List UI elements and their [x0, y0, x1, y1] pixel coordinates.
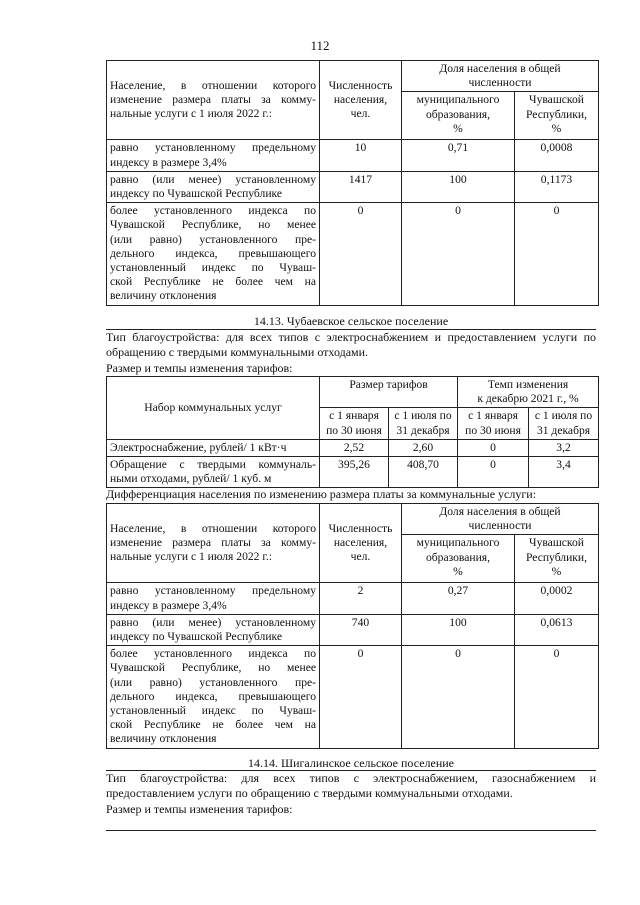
text-line: муниципального	[416, 536, 500, 550]
header-population	[107, 61, 320, 140]
text-line: ской Республике не более чем на	[110, 718, 316, 732]
text-line: с 1 января	[468, 409, 518, 423]
text-line: величину отклонения	[110, 289, 217, 303]
improvement-type-1414: Тип благоустройства: для всех типов с электроснабжением, газоснабжением и предоставлением услуги по обращению с твердыми коммунальными отходами.	[106, 771, 596, 800]
header-rate-jul	[529, 408, 599, 439]
population-count: 740	[320, 614, 402, 645]
population-count: 0	[320, 203, 402, 305]
header-republic	[515, 535, 599, 583]
text-line: установленный индекс по Чуваш-	[110, 704, 316, 718]
population-count: 1417	[320, 171, 402, 202]
header-republic	[515, 92, 599, 140]
divider	[106, 830, 596, 831]
tariff-table	[106, 376, 599, 488]
municipal-share: 100	[402, 171, 515, 202]
text-line: изменение размера платы за комму-	[110, 536, 316, 550]
republic-share: 0	[515, 646, 599, 748]
text-line: равно установленному предельному	[110, 584, 316, 598]
text-line: по 30 июня	[465, 423, 521, 437]
text-line: (или равно) установленного пре-	[110, 232, 316, 246]
tariff-rate-jan: 0	[458, 439, 529, 456]
table-row	[107, 457, 599, 488]
text-line: Электроснабжение, рублей/ 1 кВт·ч	[110, 440, 287, 454]
text-line: населения,	[333, 536, 388, 550]
table-row	[107, 583, 599, 614]
text-line: индексу в размере 3,4%	[110, 155, 227, 169]
text-line: %	[453, 121, 463, 135]
header-count	[320, 61, 402, 140]
text-line: Чувашской Республике, но менее	[110, 218, 316, 232]
republic-share: 0,0002	[515, 583, 599, 614]
population-label	[107, 203, 320, 305]
text-line: Численность	[328, 521, 393, 535]
table-row	[107, 646, 599, 748]
text-line: равно (или менее) установленному	[110, 172, 316, 186]
text-line: Обращение с твердыми коммуналь-	[110, 458, 316, 472]
differentiation-heading: Дифференциация населения по изменению размера платы за коммунальные услуги:	[106, 487, 537, 501]
municipal-share: 0,27	[402, 583, 515, 614]
text-line: Темп изменения	[487, 378, 569, 391]
table-row	[107, 203, 599, 305]
tariffs-heading-1414: Размер и темпы изменения тарифов:	[106, 802, 293, 816]
text-line: Чувашской Республике, но менее	[110, 661, 316, 675]
text-line: %	[453, 564, 463, 578]
table-row	[107, 171, 599, 202]
text-line: (или равно) установленного пре-	[110, 675, 316, 689]
tariff-size-jan: 2,52	[320, 439, 389, 456]
text-line: %	[551, 564, 562, 578]
header-share-group	[402, 61, 599, 92]
population-label	[107, 646, 320, 748]
tariff-size-jan: 395,26	[320, 457, 389, 488]
service-name	[107, 457, 320, 488]
population-label	[107, 171, 320, 202]
text-line: населения,	[333, 93, 388, 107]
text-line: Население, в отношении которого	[110, 78, 316, 92]
text-line: образования,	[425, 107, 491, 121]
text-line: Доля населения в общей	[439, 62, 561, 75]
municipal-share: 100	[402, 614, 515, 645]
text-line: Чувашской	[529, 536, 584, 550]
text-line: %	[551, 121, 562, 135]
population-label	[107, 140, 320, 171]
tariffs-heading-1413: Размер и темпы изменения тарифов:	[106, 361, 293, 375]
municipal-share: 0	[402, 646, 515, 748]
section-title-1413: 14.13. Чубаевское сельское поселение	[253, 314, 449, 328]
text-line: индексу в размере 3,4%	[110, 598, 227, 612]
municipal-share: 0,71	[402, 140, 515, 171]
text-line: более установленного индекса по	[110, 647, 316, 661]
text-line: индексу по Чувашской Республике	[110, 187, 283, 201]
header-tariff-size: Размер тарифов	[320, 377, 458, 408]
text-line: нальные услуги с 1 июля 2022 г.:	[110, 550, 272, 564]
improvement-type-1413: Тип благоустройства: для всех типов с электроснабжением и предоставлением услуги по обращению с твердыми коммунальными отходами.	[106, 330, 596, 359]
text-line: Чувашской	[529, 93, 584, 107]
tariff-rate-jan: 0	[458, 457, 529, 488]
text-line: с 1 июля по	[534, 409, 593, 423]
section-title-1414: 14.14. Шигалинское сельское поселение	[247, 756, 454, 770]
population-label	[107, 614, 320, 645]
population-label	[107, 583, 320, 614]
republic-share: 0,0613	[515, 614, 599, 645]
table-row	[107, 140, 599, 171]
text-line: численности	[468, 519, 532, 533]
header-share-group	[402, 504, 599, 535]
text-line: дельного индекса, превышающего	[110, 246, 316, 260]
text-line: 31 декабря	[396, 423, 450, 437]
text-line: по 30 июня	[326, 423, 382, 437]
republic-share: 0,1173	[515, 171, 599, 202]
text-line: 31 декабря	[536, 423, 591, 437]
text-line: равно установленному предельному	[110, 141, 316, 155]
population-count: 10	[320, 140, 402, 171]
text-line: изменение размера платы за комму-	[110, 93, 316, 107]
text-line: Республики,	[525, 107, 588, 121]
population-count: 2	[320, 583, 402, 614]
header-size-jul	[389, 408, 458, 439]
table-row	[107, 614, 599, 645]
text-line: с 1 января	[329, 409, 379, 423]
text-line: нальные услуги с 1 июля 2022 г.:	[110, 107, 272, 121]
text-line: величину отклонения	[110, 732, 217, 746]
header-services: Набор коммунальных услуг	[107, 377, 320, 440]
text-line: установленный индекс по Чуваш-	[110, 261, 316, 275]
header-municipal	[402, 535, 515, 583]
republic-share: 0	[515, 203, 599, 305]
service-name	[107, 439, 320, 456]
text-line: муниципального	[416, 93, 500, 107]
population-count: 0	[320, 646, 402, 748]
tariff-rate-jul: 3,4	[529, 457, 599, 488]
text-line: чел.	[350, 107, 371, 121]
text-line: дельного индекса, превышающего	[110, 689, 316, 703]
tariff-size-jul: 2,60	[389, 439, 458, 456]
header-count	[320, 504, 402, 583]
text-line: индексу по Чувашской Республике	[110, 630, 283, 644]
text-line: к декабрю 2021 г., %	[477, 392, 579, 406]
header-tariff-rate	[458, 377, 599, 408]
republic-share: 0,0008	[515, 140, 599, 171]
text-line: Доля населения в общей	[439, 505, 561, 518]
text-line: равно (или менее) установленному	[110, 615, 316, 629]
text-line: Численность	[328, 78, 393, 92]
header-size-jan	[320, 408, 389, 439]
table-row	[107, 439, 599, 456]
header-municipal	[402, 92, 515, 140]
text-line: Республики,	[525, 550, 588, 564]
text-line: с 1 июля по	[394, 409, 452, 423]
text-line: Население, в отношении которого	[110, 521, 316, 535]
header-rate-jan	[458, 408, 529, 439]
header-population	[107, 504, 320, 583]
tariff-rate-jul: 3,2	[529, 439, 599, 456]
page-number: 112	[310, 38, 330, 53]
text-line: образования,	[425, 550, 491, 564]
population-table-2	[106, 503, 599, 749]
text-line: более установленного индекса по	[110, 204, 316, 218]
municipal-share: 0	[402, 203, 515, 305]
text-line: численности	[468, 76, 532, 90]
tariff-size-jul: 408,70	[389, 457, 458, 488]
text-line: ской Республике не более чем на	[110, 275, 316, 289]
text-line: чел.	[350, 550, 371, 564]
text-line: ными отходами, рублей/ 1 куб. м	[110, 472, 272, 486]
population-table-1	[106, 60, 599, 306]
